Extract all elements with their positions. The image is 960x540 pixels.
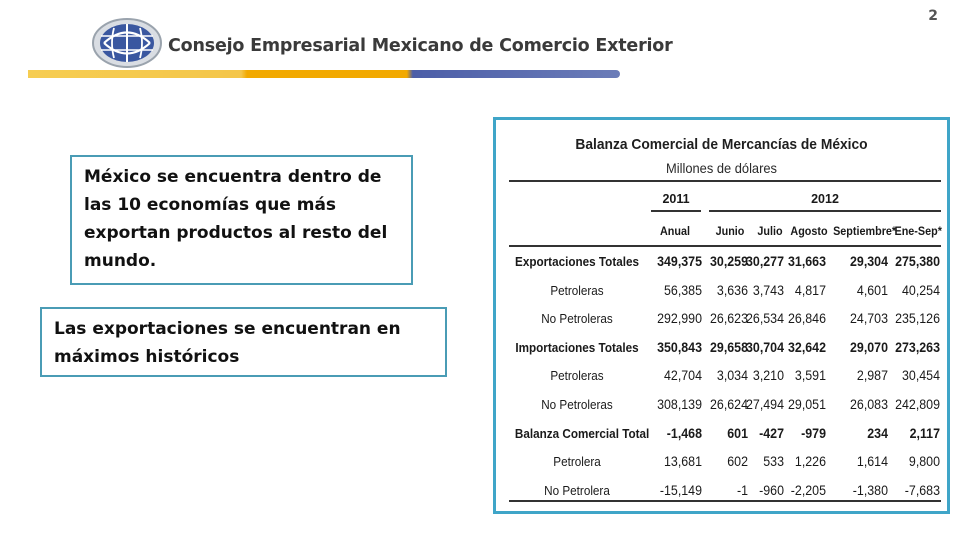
table-row-label: No Petroleras: [541, 311, 613, 327]
table-row-label: Exportaciones Totales: [515, 254, 639, 269]
table-row-label: Petrolera: [553, 454, 601, 470]
header-bottom-rule: [509, 245, 941, 247]
table-cell: 26,083: [850, 397, 888, 412]
table-cell: 30,454: [902, 368, 940, 384]
table-cell: 2,117: [909, 425, 940, 441]
year-2011: 2011: [662, 192, 690, 206]
table-bottom-rule: [509, 500, 941, 502]
table-cell: -1,468: [666, 425, 702, 441]
table-cell: 1,614: [856, 454, 888, 470]
column-header: Ene-Sep*: [894, 224, 942, 238]
table-cell: 3,034: [716, 368, 748, 384]
table-cell: 56,385: [664, 282, 702, 298]
table-cell: 275,380: [895, 254, 940, 269]
table-cell: 30,277: [746, 254, 784, 269]
table-cell: 29,304: [850, 254, 888, 269]
table-cell: -15,149: [659, 482, 702, 498]
table-row-label: Petroleras: [550, 282, 604, 298]
column-header: Agosto: [790, 224, 828, 238]
column-header: Septiembre*: [833, 224, 897, 238]
table-cell: 26,534: [746, 311, 784, 327]
header-color-bar: [28, 70, 620, 78]
table-cell: -7,683: [904, 482, 940, 498]
table-cell: 292,990: [657, 311, 702, 327]
table-cell: -2,205: [790, 482, 826, 498]
organization-title: Consejo Empresarial Mexicano de Comercio Exterior: [168, 36, 673, 56]
table-cell: 29,051: [788, 397, 826, 412]
column-header: Junio: [715, 224, 745, 238]
table-cell: 533: [763, 454, 784, 470]
year-2012-rule: [709, 210, 941, 212]
table-cell: -960: [759, 482, 784, 498]
year-2012: 2012: [811, 192, 839, 206]
table-cell: 242,809: [895, 397, 940, 412]
table-cell: 29,070: [850, 339, 888, 355]
table-cell: 3,210: [752, 368, 784, 384]
table-cell: 13,681: [664, 454, 702, 470]
table-row-label: Petroleras: [550, 368, 604, 384]
table-cell: 602: [727, 454, 748, 470]
table-cell: 4,817: [794, 282, 826, 298]
table-subtitle: Millones de dólares: [666, 160, 777, 176]
table-cell: 1,226: [794, 454, 826, 470]
table-row-label: No Petroleras: [541, 397, 613, 412]
table-cell: 29,658: [710, 339, 748, 355]
table-cell: 601: [727, 425, 748, 441]
table-cell: 24,703: [850, 311, 888, 327]
table-cell: 308,139: [657, 397, 702, 412]
table-title: Balanza Comercial de Mercancías de México: [575, 136, 868, 153]
globe-logo-icon: [90, 16, 164, 70]
table-row-label: No Petrolera: [544, 482, 610, 498]
table-top-rule: [509, 180, 941, 182]
table-cell: 27,494: [746, 397, 784, 412]
table-cell: 26,624: [710, 397, 748, 412]
table-cell: -979: [801, 425, 826, 441]
table-cell: 40,254: [902, 282, 940, 298]
column-header: Julio: [757, 224, 783, 238]
table-cell: 273,263: [895, 339, 940, 355]
table-cell: 350,843: [657, 339, 702, 355]
table-cell: 30,704: [746, 339, 784, 355]
table-cell: 42,704: [664, 368, 702, 384]
table-row-label: Importaciones Totales: [515, 339, 639, 355]
column-header: Anual: [659, 224, 691, 238]
year-2011-rule: [651, 210, 701, 212]
table-cell: 2,987: [856, 368, 888, 384]
table-cell: 4,601: [856, 282, 888, 298]
table-cell: 31,663: [788, 254, 826, 269]
callout-record-exports: Las exportaciones se encuentran en máximos históricos: [40, 307, 447, 377]
table-cell: 3,636: [716, 282, 748, 298]
table-cell: -1: [736, 482, 748, 498]
table-row-label: Balanza Comercial Total: [514, 425, 650, 441]
table-cell: -1,380: [852, 482, 888, 498]
trade-balance-table: [493, 117, 950, 514]
page-number: 2: [928, 8, 938, 24]
table-cell: 26,623: [710, 311, 748, 327]
table-cell: -427: [759, 425, 784, 441]
table-cell: 30,259: [710, 254, 748, 269]
table-cell: 234: [867, 425, 888, 441]
table-cell: 32,642: [788, 339, 826, 355]
callout-top-economies: México se encuentra dentro de las 10 economías que más exportan productos al resto del mundo.: [70, 155, 413, 285]
table-cell: 3,591: [794, 368, 826, 384]
table-cell: 3,743: [752, 282, 784, 298]
table-cell: 9,800: [908, 454, 940, 470]
table-cell: 26,846: [788, 311, 826, 327]
table-cell: 235,126: [895, 311, 940, 327]
table-cell: 349,375: [657, 254, 702, 269]
